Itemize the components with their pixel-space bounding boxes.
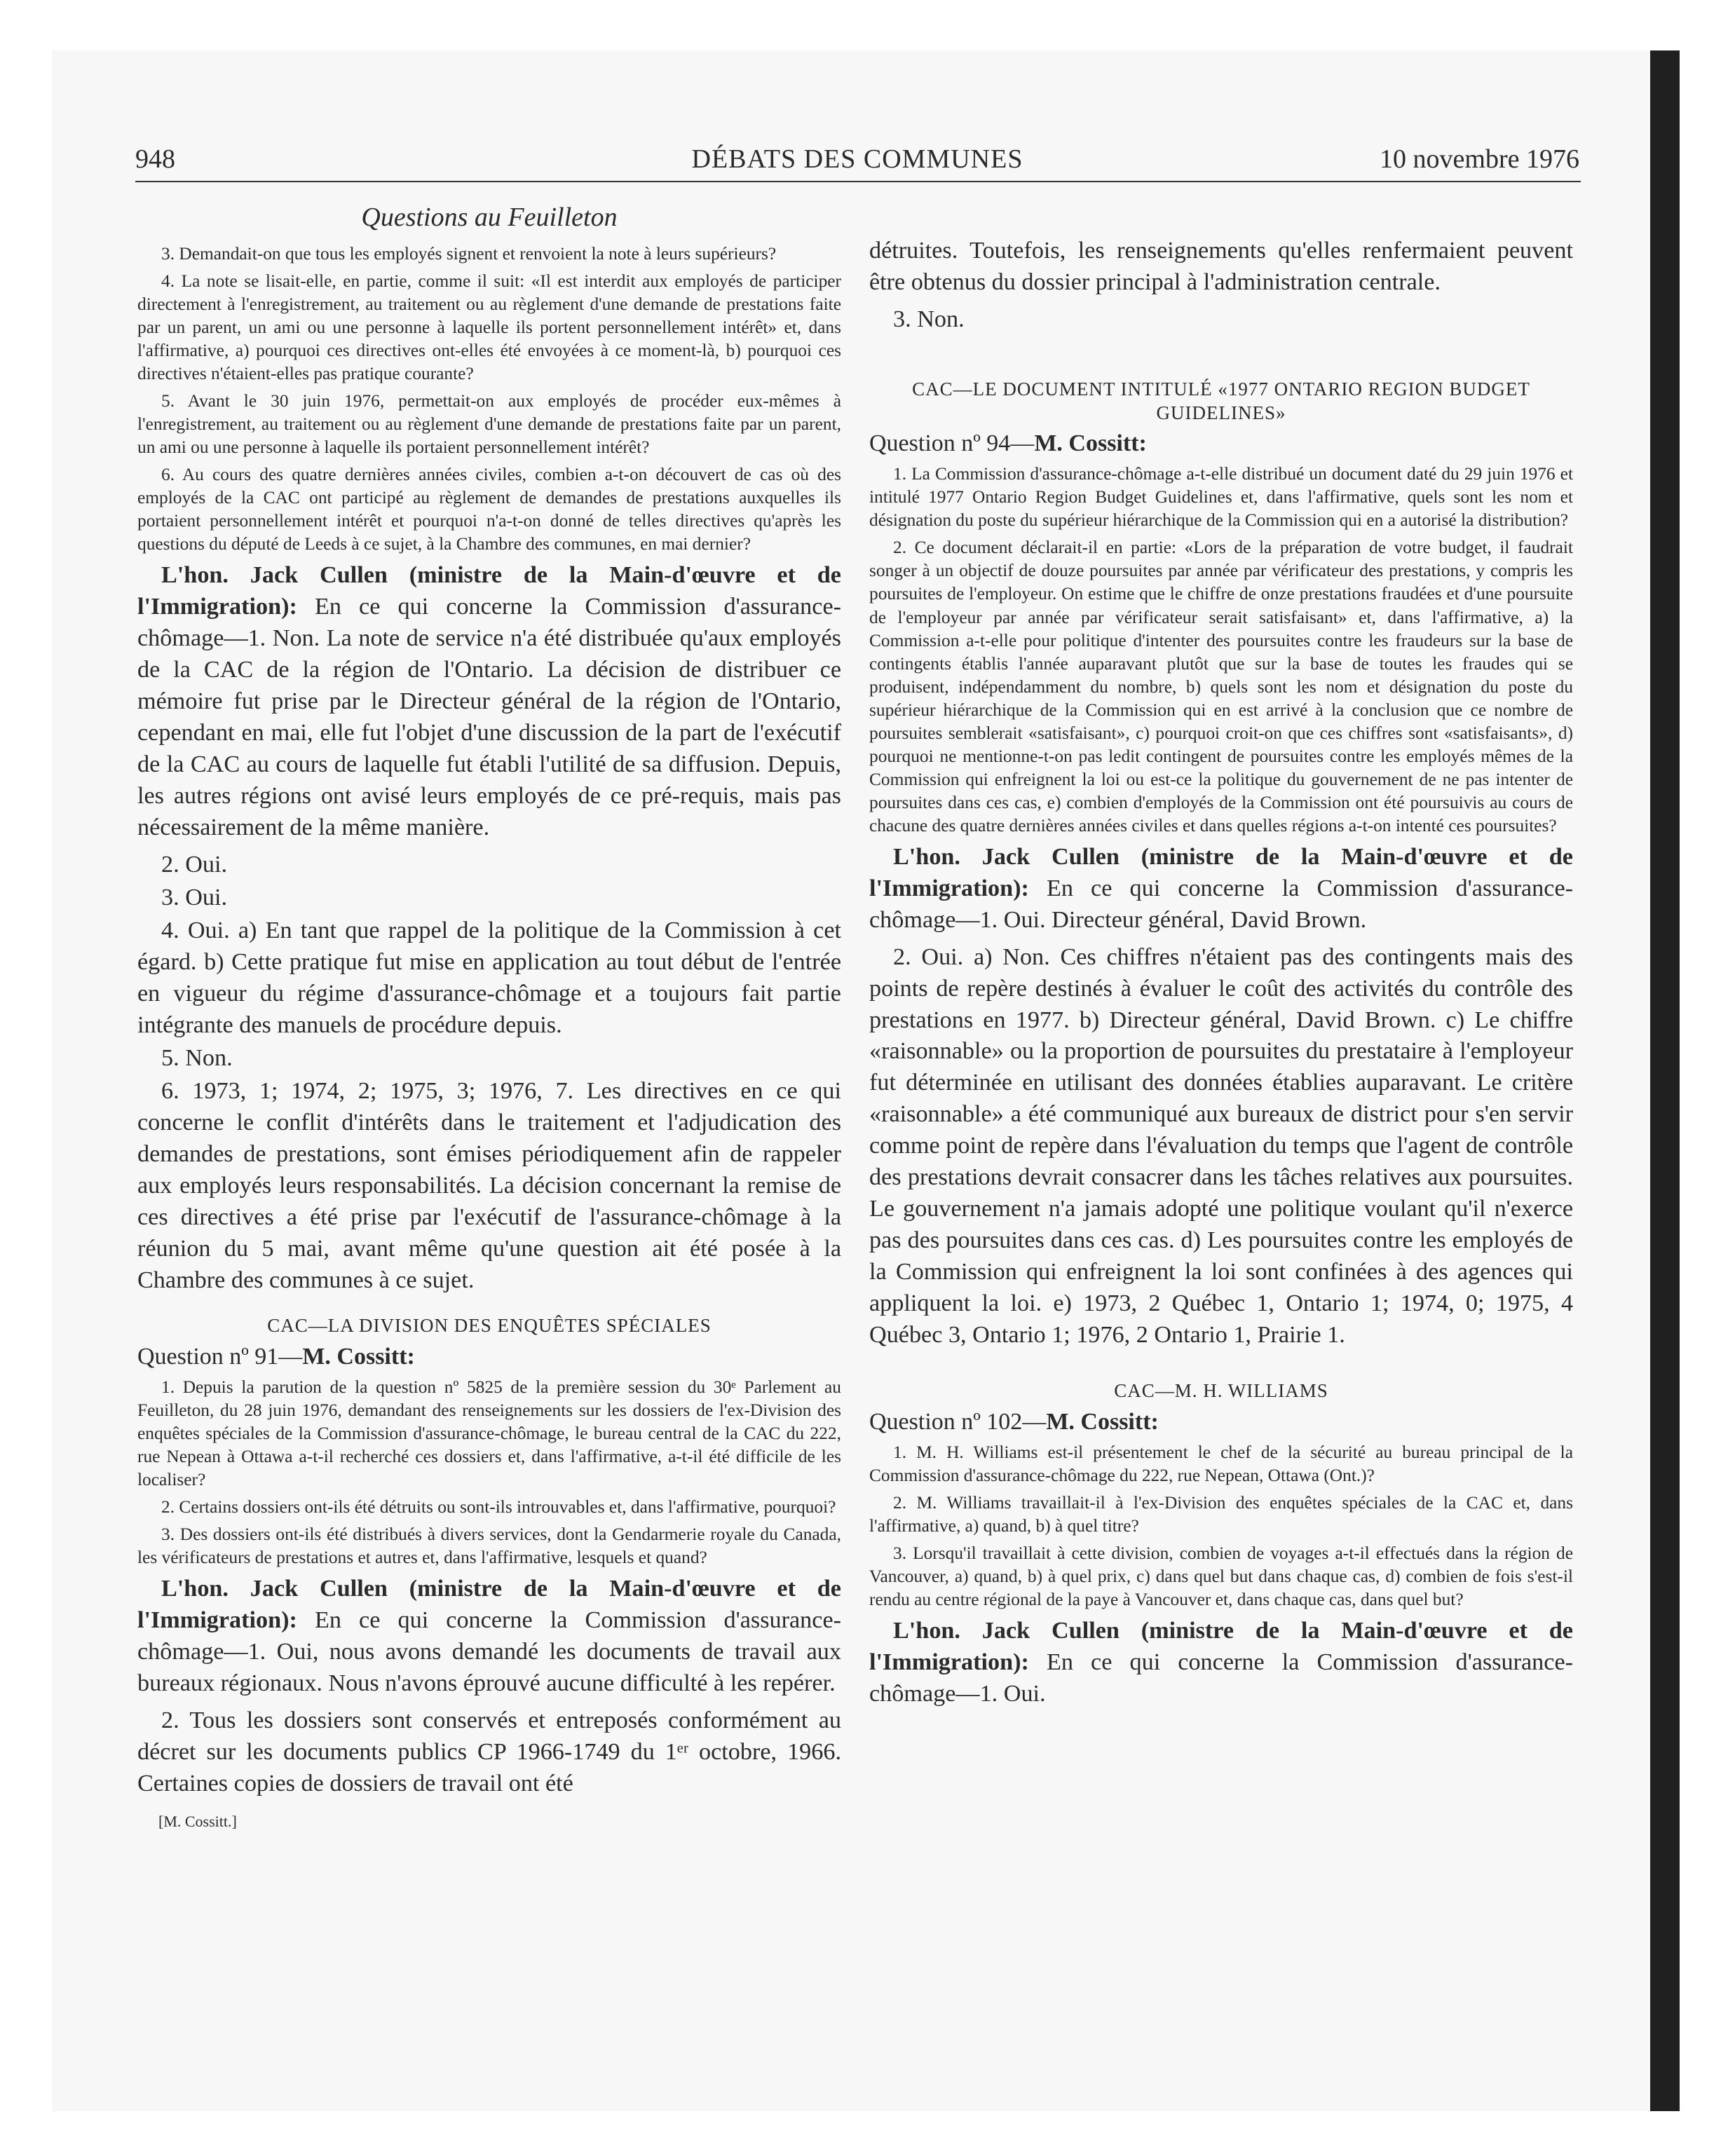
answer-item: 6. 1973, 1; 1974, 2; 1975, 3; 1976, 7. Les directives en ce qui concerne le conflit d'intérêts dans le traitement et l'adjudication des demandes de prestations, sont émises périodiquement afin de rappeler aux employés leurs responsabilités. La décision concernant la remise de ces directives a été prise par l'exécutif de l'assurance-chômage à la réunion du 5 mai, avant même qu'une question ait été posée à la Chambre des communes à ce sujet.: [137, 1077, 841, 1293]
question-item: 1. M. H. Williams est-il présentement le chef de la sécurité au bureau principal de la Commission d'assurance-chômage du 222, rue Nepean, Ottawa (Ont.)?: [869, 1442, 1573, 1485]
answer-text: En ce qui concerne la Commission d'assurance-chômage—1. Oui.: [869, 1649, 1573, 1707]
answer-paragraph: [869, 842, 1573, 936]
question-item: 3. Des dossiers ont-ils été distribués à divers services, dont la Gendarmerie royale du Canada, les vérificateurs de prestations et autres et, dans l'affirmative, lesquels et quand?: [137, 1524, 841, 1568]
question-item: 1. Depuis la parution de la question nº 5825 de la première session du 30ᵉ Parlement au Feuilleton, du 28 juin 1976, demandant des renseignements sur les dossiers de l'ex-Division des enquêtes spéciales de la Commission d'assurance-chômage, le bureau central de la CAC du 222, rue Nepean à Ottawa a-t-il recherché ces dossiers et, dans l'affirmative, a-t-il été difficile de les localiser?: [137, 1377, 841, 1490]
section-title: CAC—LE DOCUMENT INTITULÉ «1977 ONTARIO REGION BUDGET GUIDELINES»: [912, 378, 1530, 423]
question-item: 3. Lorsqu'il travaillait à cette division, combien de voyages a-t-il effectués dans la région de Vancouver, a) quand, b) à quel prix, c) dans quel but dans chaque cas, d) combien de fois s'est-il rendu au centre régional de la paye à Vancouver et, dans chaque cas, dans quel but?: [869, 1543, 1573, 1609]
speaker-name: L'hon. Jack Cullen (ministre de la Main-d'œuvre et de l'Immigration):: [869, 1618, 1573, 1675]
left-column: [137, 202, 841, 1831]
answer-text: En ce qui concerne la Commission d'assurance-chômage—1. Non. La note de service n'a été distribuée qu'aux employés de la CAC de la région de l'Ontario. La décision de distribuer ce mémoire fut prise par le Directeur général de la région de l'Ontario, cependant en mai, elle fut l'objet d'une discussion de la part de l'exécutif de la CAC au cours de laquelle fut établi l'utilité de sa diffusion. Depuis, les autres régions ont avisé leurs employés de ce pré-requis, mais pas nécessairement de la même manière.: [137, 594, 841, 840]
page-header: [135, 144, 1579, 186]
page-number: 948: [135, 144, 175, 174]
question-asker: M. Cossitt:: [302, 1344, 415, 1370]
question-item: 2. M. Williams travaillait-il à l'ex-Division des enquêtes spéciales de la CAC et, dans l'affirmative, a) quand, b) à quel titre?: [869, 1492, 1573, 1536]
publication-title: DÉBATS DES COMMUNES: [691, 144, 1023, 174]
question-heading: [137, 1344, 841, 1370]
section-title: CAC—M. H. WILLIAMS: [1114, 1380, 1328, 1402]
question-item: 2. Ce document déclarait-il en partie: «Lors de la préparation de votre budget, il faudrait songer à un objectif de douze poursuites par année par vérificateur des prestations, y compris les poursuites de l'employeur. On estime que le chiffre de onze prestations fraudées et d'une poursuite de l'employeur par année par vérificateur serait satisfaisant» et, dans l'affirmative, a) la Commission a-t-elle pour politique d'intenter des poursuites contre les fraudeurs sur la base de contingents établis l'année auparavant plutôt que sur la base de toutes les fraudes qui se produisent, indépendamment du nombre, b) quels sont les nom et désignation du poste du supérieur hiérarchique de la Commission qui en est arrivé à la conclusion que ce nombre de poursuites semblerait «satisfaisant», c) pourquoi croit-on que ces chiffres sont «satisfaisants», d) pourquoi ne mentionne-t-on pas ledit contingent de poursuites contre les employés mêmes de la Commission qui enfreignent la loi ou est-ce la politique du gouvernement de ne pas intenter de poursuites dans ces cas, e) combien d'employés de la Commission ont été poursuivis au cours de chacune des quatre dernières années civiles et dans quelles régions a-t-on intenté ces poursuites?: [869, 538, 1573, 835]
answer-item: 2. Tous les dossiers sont conservés et entreposés conformément au décret sur les documents publics CP 1966-1749 du 1ᵉʳ octobre, 1966. Certaines copies de dossiers de travail ont été: [137, 1707, 841, 1797]
question-item: 2. Certains dossiers ont-ils été détruits ou sont-ils introuvables et, dans l'affirmative, pourquoi?: [161, 1497, 836, 1517]
scan-edge-bar: [1650, 50, 1680, 2111]
header-rule: [135, 181, 1581, 182]
answer-paragraph: [137, 560, 841, 844]
question-asker: M. Cossitt:: [1034, 430, 1147, 457]
continued-text: détruites. Toutefois, les renseignements qu'elles renfermaient peuvent être obtenus du dossier principal à l'administration centrale.: [869, 238, 1573, 295]
answer-item: 4. Oui. a) En tant que rappel de la politique de la Commission à cet égard. b) Cette pratique fut mise en application au tout début de l'entrée en vigueur du régime d'assurance-chômage et a toujours fait partie intégrante des manuels de procédure depuis.: [137, 917, 841, 1038]
question-number: Question nº 94—: [869, 430, 1035, 457]
question-item: 3. Demandait-on que tous les employés signent et renvoient la note à leurs supérieurs?: [161, 244, 777, 264]
answer-paragraph: [869, 1616, 1573, 1710]
answer-item: 2. Oui. a) Non. Ces chiffres n'étaient pas des contingents mais des points de repère destinés à évaluer le coût des activités du contrôle des prestations en 1977. b) Directeur général, David Brown. c) Le chiffre «raisonnable» ou la proportion de poursuites du prestataire à l'employeur fut déterminée en utilisant des données établies auparavant. Le critère «raisonnable» a été communiqué aux bureaux de district pour s'en servir comme point de repère dans l'évaluation du temps que l'agent de contrôle des prestations devrait consacrer dans les tâches relatives aux poursuites. Le gouvernement n'a jamais adopté une politique voulant qu'il n'exerce pas des poursuites dans ces cas. d) Les poursuites contre les employés de la Commission qui enfreignent la loi sont confinées à des agences qui appliquent la loi. e) 1973, 2 Québec 1, Ontario 1; 1974, 0; 1975, 4 Québec 3, Ontario 1; 1976, 2 Ontario 1, Prairie 1.: [869, 943, 1573, 1349]
answer-item: 5. Non.: [161, 1044, 233, 1071]
question-number: Question nº 91—: [137, 1344, 303, 1370]
answer-text: En ce qui concerne la Commission d'assurance-chômage—1. Oui, nous avons demandé les documents de travail aux bureaux régionaux. Nous n'avons éprouvé aucune difficulté à les repérer.: [137, 1607, 841, 1697]
question-item: 5. Avant le 30 juin 1976, permettait-on aux employés de procéder eux-mêmes à l'enregistrement, au traitement ou au règlement d'une demande de prestations faite par un parent, un ami ou une personne à laquelle ils portaient personnellement intérêt?: [137, 391, 841, 458]
answer-item: 3. Oui.: [161, 884, 228, 910]
speaker-name: L'hon. Jack Cullen (ministre de la Main-d'œuvre et de l'Immigration):: [137, 1576, 841, 1634]
right-column: [869, 202, 1573, 1716]
question-heading: [869, 1409, 1573, 1435]
answer-text: En ce qui concerne la Commission d'assurance-chômage—1. Oui. Directeur général, David Brown.: [869, 875, 1573, 933]
answer-paragraph: [137, 1574, 841, 1700]
answer-item: 2. Oui.: [161, 851, 228, 878]
question-asker: M. Cossitt:: [1046, 1408, 1159, 1435]
question-heading: [869, 430, 1573, 457]
question-item: 6. Au cours des quatre dernières années civiles, combien a-t-on découvert de cas où des employés de la CAC ont participé au règlement de demandes de prestations auxquelles ils portaient personnellement intérêt et pourquoi n'a-t-on donné de telles directives qu'après les questions du député de Leeds à ce sujet, à la Chambre des communes, en mai dernier?: [137, 465, 841, 554]
speaker-name: L'hon. Jack Cullen (ministre de la Main-d'œuvre et de l'Immigration):: [137, 562, 841, 620]
answer-item: 3. Non.: [893, 306, 965, 332]
running-head: Questions au Feuilleton: [361, 203, 618, 232]
footnote: [M. Cossitt.]: [158, 1813, 237, 1831]
speaker-name: L'hon. Jack Cullen (ministre de la Main-d'œuvre et de l'Immigration):: [869, 843, 1573, 901]
section-title: CAC—LA DIVISION DES ENQUÊTES SPÉCIALES: [267, 1315, 712, 1337]
question-item: 1. La Commission d'assurance-chômage a-t-elle distribué un document daté du 29 juin 1976 et intitulé 1977 Ontario Region Budget Guidelines et, dans l'affirmative, quels sont les nom et désignation du poste du supérieur hiérarchique de la Commission qui en a autorisé la distribution?: [869, 464, 1573, 531]
question-item: 4. La note se lisait-elle, en partie, comme il suit: «Il est interdit aux employés de participer directement à l'enregistrement, au traitement ou au règlement d'une demande de prestations faite par un parent, un ami ou une personne à laquelle ils portent personnellement intérêt» et, dans l'affirmative, a) pourquoi ces directives ont-elles été envoyées à ce moment-là, b) pourquoi ces directives n'étaient-elles pas pratique courante?: [137, 271, 841, 384]
page-date: 10 novembre 1976: [1380, 144, 1579, 174]
question-number: Question nº 102—: [869, 1408, 1047, 1435]
